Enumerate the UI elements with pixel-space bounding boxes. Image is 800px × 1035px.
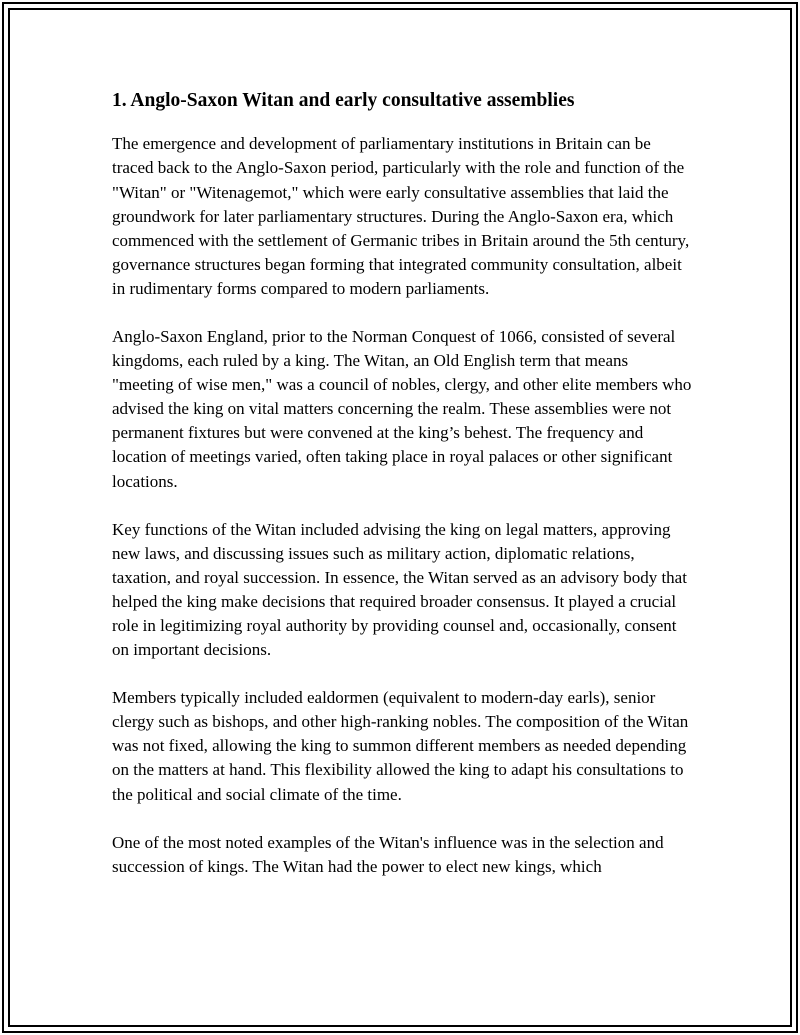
paragraph-4: Members typically included ealdormen (equivalent to modern-day earls), senior clergy such as bishops, and other high-ranking nobles. The composition of the Witan was not fixed, allowing the king to summon different members as needed depending on the matters at hand. This flexibility allowed the king to adapt his consultations to the political and social climate of the time. <box>112 688 689 804</box>
section-heading: 1. Anglo-Saxon Witan and early consultative assemblies <box>112 90 575 111</box>
paragraph-5: One of the most noted examples of the Witan's influence was in the selection and succession of kings. The Witan had the power to elect new kings, which <box>112 832 664 876</box>
paragraph-1: The emergence and development of parliamentary institutions in Britain can be traced back to the Anglo-Saxon period, particularly with the role and function of the "Witan" or "Witenagemot," which were early consultative assemblies that laid the groundwork for later parliamentary structures. During the Anglo-Saxon era, which commenced with the settlement of Germanic tribes in Britain around the 5th century, governance structures began forming that integrated community consultation, albeit in rudimentary forms compared to modern parliaments. <box>112 134 690 298</box>
paragraph-2: Anglo-Saxon England, prior to the Norman Conquest of 1066, consisted of several kingdoms, each ruled by a king. The Witan, an Old English term that means "meeting of wise men," was a council of nobles, clergy, and other elite members who advised the king on vital matters concerning the realm. These assemblies were not permanent fixtures but were convened at the king’s behest. The frequency and location of meetings varied, often taking place in royal palaces or other significant locations. <box>112 326 692 491</box>
paragraph-3: Key functions of the Witan included advising the king on legal matters, approving new laws, and discussing issues such as military action, diplomatic relations, taxation, and royal succession. In essence, the Witan served as an advisory body that helped the king make decisions that required broader consensus. It played a crucial role in legitimizing royal authority by providing counsel and, occasionally, consent on important decisions. <box>112 519 687 660</box>
document-body <box>112 88 692 879</box>
